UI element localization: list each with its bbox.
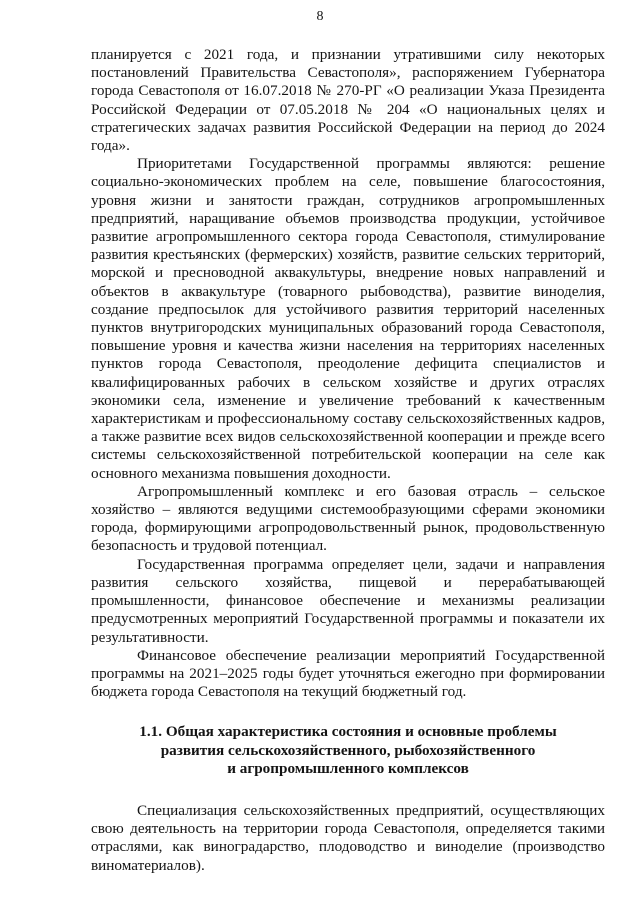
section-heading-line-1: 1.1. Общая характеристика состояния и основные проблемы <box>139 723 557 741</box>
paragraph-financing: Финансовое обеспечение реализации мероприятий Государственной программы на 2021–2025 годы будет уточняться ежегодно при формировании бюджета города Севастополя на текущий бюджетный год. <box>91 646 605 701</box>
section-heading <box>91 723 605 778</box>
paragraph-agro-complex: Агропромышленный комплекс и его базовая отрасль – сельское хозяйство – являются ведущими системообразующими сферами экономики города, формирующими агропродовольственный рынок, продовольственную безопасность и трудовой потенциал. <box>91 482 605 555</box>
paragraph-specialization: Специализация сельскохозяйственных предприятий, осуществляющих свою деятельность на территории города Севастополя, определяется такими отраслями, как виноградарство, плодоводство и виноделие (производство виноматериалов). <box>91 801 605 874</box>
document-body <box>91 46 605 875</box>
page-number: 8 <box>316 9 324 24</box>
section-heading-line-3: и агропромышленного комплексов <box>227 759 469 777</box>
paragraph-program-goals: Государственная программа определяет цели, задачи и направления развития сельского хозяйства, пищевой и перерабатывающей промышленности, финансовое обеспечение и механизмы реализации предусмотренных мероприятий Государственной программы и показатели их результативности. <box>91 555 605 646</box>
section-heading-line-2: развития сельскохозяйственного, рыбохозяйственного <box>160 741 536 759</box>
paragraph-continuation: планируется с 2021 года, и признании утратившими силу некоторых постановлений Правительства Севастополя», распоряжением Губернатора города Севастополя от 16.07.2018 № 270-РГ «О реализации Указа Президента Российской Федерации от 07.05.2018 № 204 «О национальных целях и стратегических задачах развития Российской Федерации на период до 2024 года». <box>91 46 605 155</box>
paragraph-priorities: Приоритетами Государственной программы являются: решение социально-экономических проблем на селе, повышение благосостояния, уровня жизни и занятости граждан, сотрудников агропромышленных предприятий, наращивание объемов производства продукции, устойчивое развитие агропромышленного сектора города Севастополя, стимулирование развития крестьянских (фермерских) хозяйств, развитие сельских территорий, морской и пресноводной аквакультуры, внедрение новых направлений и объектов в аквакультуре (товарного рыбоводства), развитие виноделия, создание предпосылок для устойчивого развития территорий населенных пунктов внутригородских муниципальных образований города Севастополя, повышение уровня и качества жизни населения на территориях населенных пунктов города Севастополя, преодоление дефицита специалистов и квалифицированных рабочих в сельском хозяйстве и других отраслях экономики села, изменение и увеличение требований к качественным характеристикам и профессиональному составу сельскохозяйственных кадров, а также развитие всех видов сельскохозяйственной кооперации и прежде всего системы сельскохозяйственной потребительской кооперации на селе как основного механизма повышения доходности. <box>91 155 605 482</box>
